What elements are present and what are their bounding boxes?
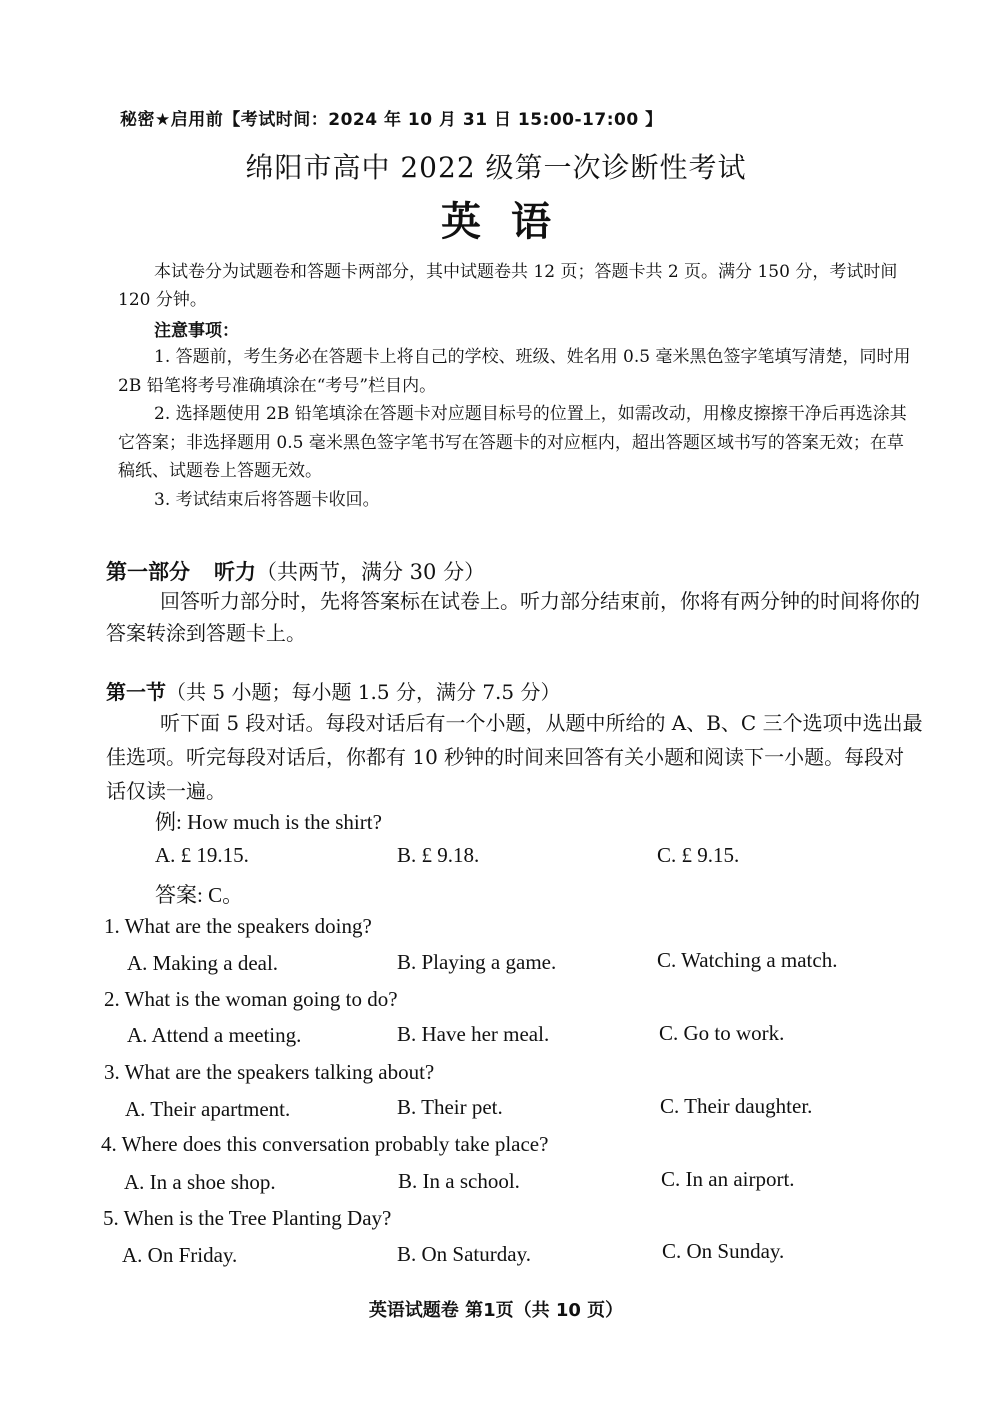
notice-item: 3. 考试结束后将答题卡收回。: [154, 489, 380, 510]
part-one-detail: （共两节，满分 30 分）: [256, 560, 486, 584]
section-one-detail: （共 5 小题；每小题 1.5 分，满分 7.5 分）: [166, 680, 561, 704]
example-answer: 答案: C。: [155, 883, 244, 907]
notice-list: [118, 343, 918, 514]
question-option-b: B. On Saturday.: [397, 1242, 531, 1266]
example-question: 例: How much is the shirt?: [155, 810, 382, 834]
question-stem: 5. When is the Tree Planting Day?: [103, 1206, 392, 1230]
part-one-heading: [106, 556, 485, 586]
question-option-c: C. In an airport.: [661, 1167, 795, 1191]
notice-heading: 注意事项：: [154, 321, 239, 341]
question-stem: 4. Where does this conversation probably take place?: [101, 1132, 549, 1156]
question-option-b: B. In a school.: [398, 1169, 520, 1193]
question-option-a: A. Attend a meeting.: [127, 1023, 302, 1047]
subject-title: 英语: [441, 199, 581, 245]
question-stem: 1. What are the speakers doing?: [104, 914, 372, 938]
notice-item: 2. 选择题使用 2B 铅笔填涂在答题卡对应题目标号的位置上，如需改动，用橡皮擦擦干净后再选涂其它答案；非选择题用 0.5 毫米黑色签字笔书写在答题卡的对应框内，超出答题区域书写的答案无效；在草稿纸、试题卷上答题无效。: [118, 404, 907, 481]
example-option-b: B. £ 9.18.: [397, 843, 480, 867]
question-stem: 3. What are the speakers talking about?: [104, 1060, 435, 1084]
question-option-b: B. Have her meal.: [397, 1022, 550, 1046]
part-one-instructions: 回答听力部分时，先将答案标在试卷上。听力部分结束前，你将有两分钟的时间将你的答案转涂到答题卡上。: [106, 589, 920, 645]
question-option-b: B. Playing a game.: [397, 950, 557, 974]
section-one-title: 第一节: [106, 680, 166, 704]
question-option-a: A. In a shoe shop.: [124, 1170, 276, 1194]
question-option-c: C. Go to work.: [659, 1021, 785, 1045]
example-option-c: C. £ 9.15.: [657, 843, 740, 867]
question-stem: 2. What is the woman going to do?: [104, 987, 398, 1011]
question-option-c: C. Their daughter.: [660, 1094, 813, 1118]
section-one-instructions: 听下面 5 段对话。每段对话后有一个小题，从题中所给的 A、B、C 三个选项中选出最佳选项。听完每段对话后，你都有 10 秒钟的时间来回答有关小题和阅读下一小题。每段对话仅读一遍。: [106, 711, 923, 803]
question-option-a: A. Their apartment.: [125, 1097, 291, 1121]
question-option-c: C. On Sunday.: [662, 1239, 785, 1263]
part-one-title: 第一部分: [106, 560, 190, 584]
question-option-a: A. Making a deal.: [127, 951, 279, 975]
question-option-a: A. On Friday.: [122, 1243, 238, 1267]
paper-intro: 本试卷分为试题卷和答题卡两部分，其中试题卷共 12 页；答题卡共 2 页。满分 150 分，考试时间 120 分钟。: [118, 262, 898, 310]
page-footer: 英语试题卷 第1页（共 10 页）: [368, 1300, 624, 1321]
question-option-c: C. Watching a match.: [657, 948, 838, 972]
notice-item: 1. 答题前，考生务必在答题卡上将自己的学校、班级、姓名用 0.5 毫米黑色签字笔填写清楚，同时用 2B 铅笔将考号准确填涂在“考号”栏目内。: [118, 347, 911, 396]
example-option-a: A. £ 19.15.: [155, 843, 249, 867]
part-one-name: 听力: [214, 560, 256, 584]
confidential-exam-time-line: 秘密★启用前【考试时间：2024 年 10 月 31 日 15:00-17:00 】: [120, 110, 663, 130]
section-one-heading: [106, 676, 560, 705]
exam-title: 绵阳市高中 2022 级第一次诊断性考试: [245, 151, 747, 184]
question-option-b: B. Their pet.: [397, 1095, 503, 1119]
